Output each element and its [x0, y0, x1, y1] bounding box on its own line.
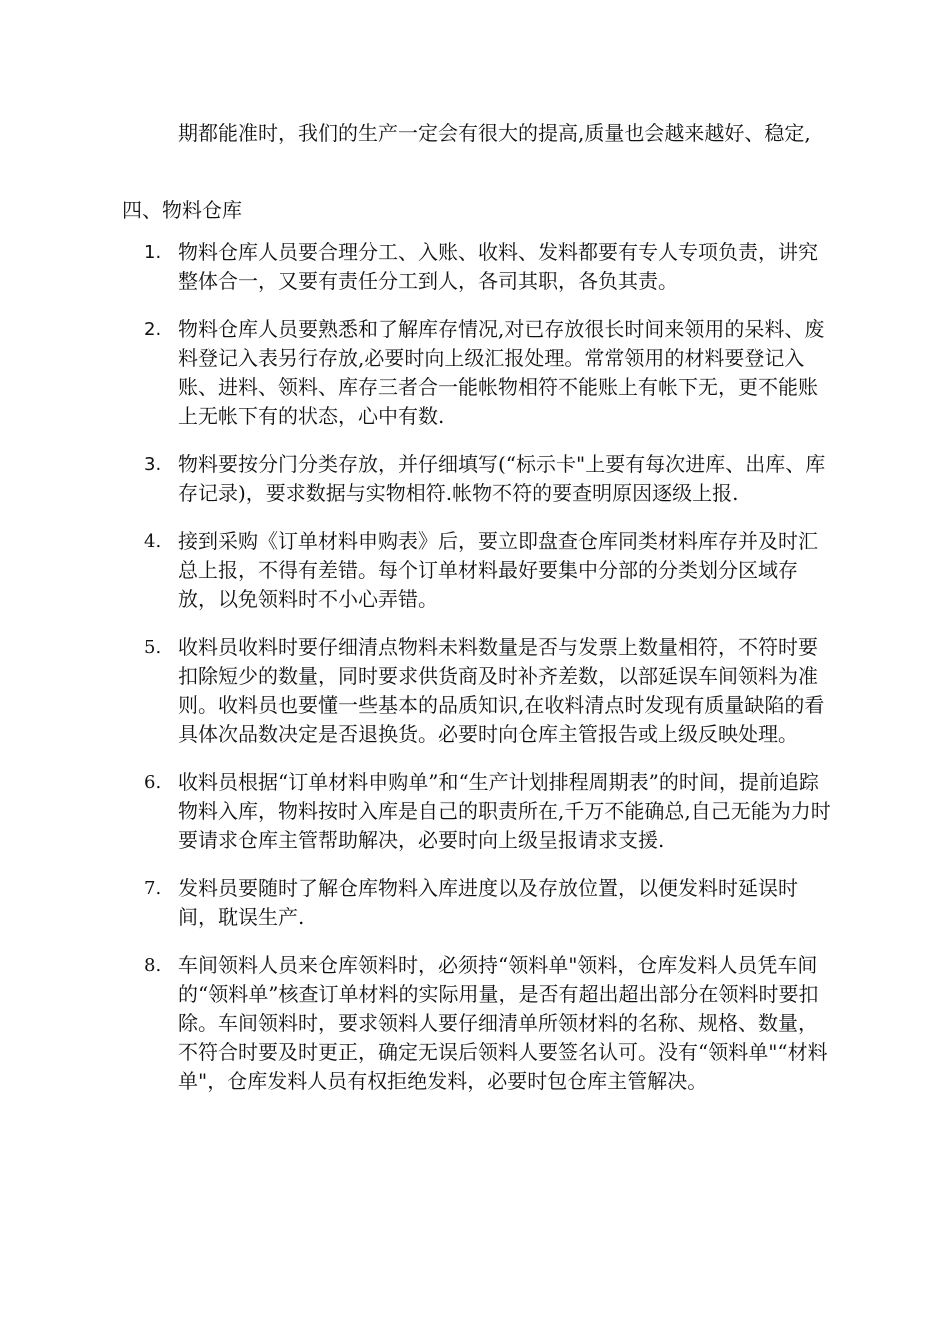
- list-item-6: [122, 768, 832, 855]
- list-item-number: 8.: [144, 955, 162, 976]
- list-item-text: 收料员收料时要仔细清点物料未料数量是否与发票上数量相符，不符时要扣除短少的数量，同时要求供货商及时补齐差数，以部延误车间领料为准则。收料员也要懂一些基本的品质知识,在收料清点时发现有质量缺陷的看具体次品数决定是否退换货。必要时向仓库主管报告或上级反映处理。: [178, 635, 825, 746]
- list-item-number: 3.: [144, 454, 162, 475]
- numbered-list: [122, 238, 832, 1115]
- list-item-text: 车间领料人员来仓库领料时，必须持“领料单"领料，仓库发料人员凭车间的“领料单”核查订单材料的实际用量，是否有超出超出部分在领料时要扣除。车间领料时，要求领料人要仔细清单所领材料的名称、规格、数量，不符合时要及时更正，确定无误后领料人要签名认可。没有“领料单"“材料单"，仓库发料人员有权拒绝发料，必要时包仓库主管解决。: [178, 953, 828, 1093]
- list-item-3: [122, 450, 832, 508]
- list-item-text: 物料仓库人员要合理分工、入账、收料、发料都要有专人专项负责，讲究整体合一，又要有责任分工到人，各司其职，各负其责。: [178, 240, 818, 293]
- list-item-4: [122, 527, 832, 614]
- list-item-text: 物料仓库人员要熟悉和了解库存情况,对已存放很长时间来领用的呆料、废料登记入表另行存放,必要时向上级汇报处理。常常领用的材料要登记入账、进料、领料、库存三者合一能帐物相符不能账上有帐下无，更不能账上无帐下有的状态，心中有数.: [178, 317, 825, 428]
- list-item-2: [122, 315, 832, 431]
- list-item-5: [122, 633, 832, 749]
- list-item-text: 收料员根据“订单材料申购单”和“生产计划排程周期表”的时间，提前追踪物料入库，物料按时入库是自己的职责所在,千万不能确总,自己无能为力时要请求仓库主管帮助解决，必要时向上级呈报请求支援.: [178, 770, 831, 852]
- list-item-number: 2.: [144, 319, 162, 340]
- list-item-text: 物料要按分门分类存放，并仔细填写(“标示卡"上要有每次进库、出库、库存记录)，要求数据与实物相符.帐物不符的要查明原因逐级上报.: [178, 452, 826, 505]
- list-item-number: 6.: [144, 772, 162, 793]
- section-heading: 四、物料仓库: [122, 198, 242, 222]
- continuation-paragraph: 期都能准时，我们的生产一定会有很大的提高,质量也会越来越好、稳定,: [178, 121, 811, 145]
- list-item-8: [122, 951, 832, 1096]
- list-item-7: [122, 874, 832, 932]
- list-item-number: 1.: [144, 242, 162, 263]
- list-item-number: 5.: [144, 637, 162, 658]
- list-item-number: 7.: [144, 878, 162, 899]
- list-item-text: 接到采购《订单材料申购表》后，要立即盘查仓库同类材料库存并及时汇总上报，不得有差错。每个订单材料最好要集中分部的分类划分区域存放，以免领料时不小心弄错。: [178, 529, 818, 611]
- list-item-1: [122, 238, 832, 296]
- list-item-number: 4.: [144, 531, 162, 552]
- list-item-text: 发料员要随时了解仓库物料入库进度以及存放位置，以便发料时延误时间，耽误生产.: [178, 876, 798, 929]
